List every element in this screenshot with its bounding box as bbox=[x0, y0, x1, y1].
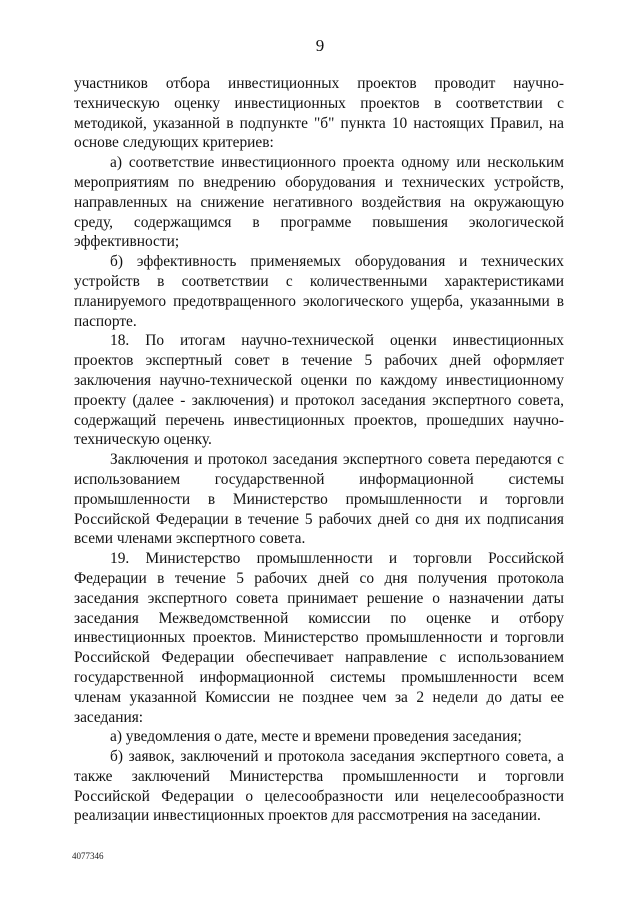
paragraph-criterion-a: а) соответствие инвестиционного проекта одному или нескольким мероприятиям по внедрению оборудования и технических устройств, направленных на снижение негативного воздействия на окружающую среду, содержащимся в программе повышения экологической эффективности; bbox=[74, 154, 564, 251]
paragraph-continuation: участников отбора инвестиционных проектов проводит научно-техническую оценку инвестиционных проектов в соответствии с методикой, указанной в подпункте "б" пункта 10 настоящих Правил, на основе следующих критериев: bbox=[74, 75, 564, 152]
paragraph-criterion-b: б) эффективность применяемых оборудования и технических устройств в соответствии с количественными характеристиками планируемого предотвращенного экологического ущерба, указанными в паспорте. bbox=[74, 253, 564, 330]
document-code: 4077346 bbox=[72, 851, 104, 861]
paragraph-item-19: 19. Министерство промышленности и торговли Российской Федерации в течение 5 рабочих дней со дня получения протокола заседания экспертного совета принимает решение о назначении даты заседания Межведомственной комиссии по оценке и отбору инвестиционных проектов. Министерство промышленности и торговли Российской Федерации обеспечивает направление с использованием государственной информационной системы промышленности всем членам указанной Комиссии не позднее чем за 2 недели до даты ее заседания: bbox=[74, 550, 564, 726]
paragraph-transfer: Заключения и протокол заседания экспертного совета передаются с использованием государственной информационной системы промышленности в Министерство промышленности и торговли Российской Федерации в течение 5 рабочих дней со дня их подписания всеми членами экспертного совета. bbox=[74, 451, 564, 548]
paragraph-item-18: 18. По итогам научно-технической оценки инвестиционных проектов экспертный совет в течение 5 рабочих дней оформляет заключения научно-технической оценки по каждому инвестиционному проекту (далее - заключения) и протокол заседания экспертного совета, содержащий перечень инвестиционных проектов, прошедших научно-техническую оценку. bbox=[74, 332, 564, 449]
page-number: 9 bbox=[315, 36, 325, 55]
document-body bbox=[74, 74, 564, 826]
paragraph-notice-b: б) заявок, заключений и протокола заседания экспертного совета, а также заключений Министерства промышленности и торговли Российской Федерации о целесообразности или нецелесообразности реализации инвестиционных проектов для рассмотрения на заседании. bbox=[74, 748, 564, 825]
paragraph-notice-a: а) уведомления о дате, месте и времени проведения заседания; bbox=[110, 728, 522, 746]
